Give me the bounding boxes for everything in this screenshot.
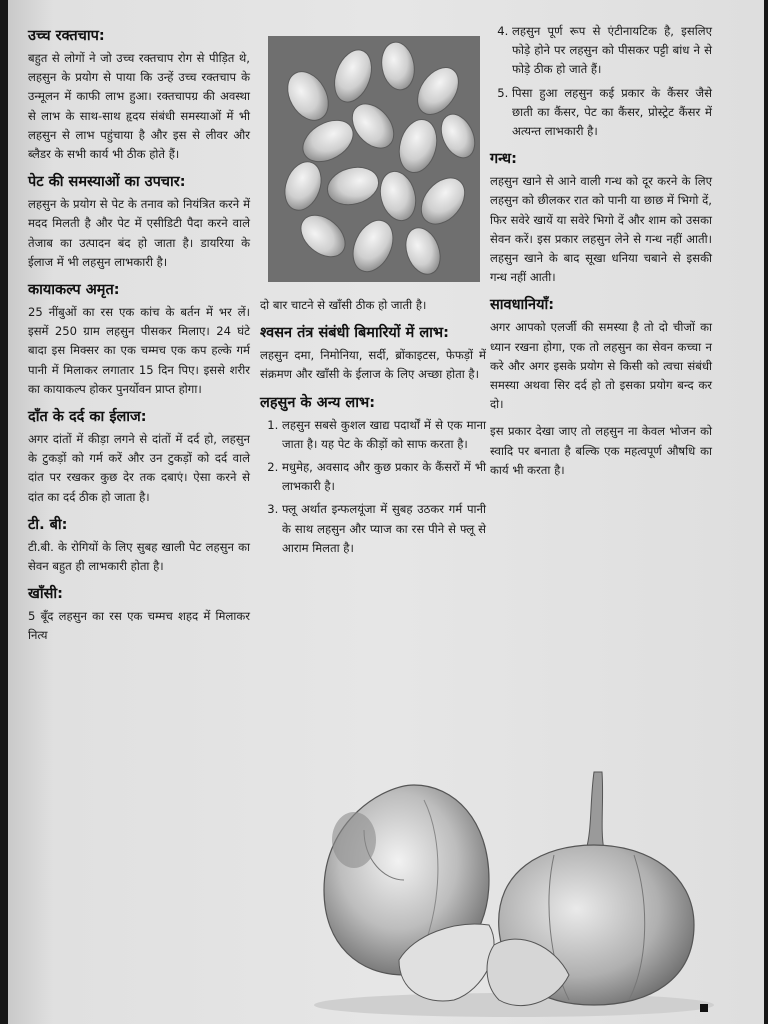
para-toothache: अगर दांतों में कीड़ा लगने से दांतों में दर्द हो, लहसुन के टुकड़ों को गर्म करें और उन टुकड़ों को दर्द वाले दांत पर रखकर कुछ देर तक दबाएं। ऐसा करने से दांत का दर्द ठीक हो जाता है। bbox=[28, 432, 250, 504]
list-other-benefits bbox=[260, 416, 486, 558]
para-conclusion: इस प्रकार देखा जाए तो लहसुन ना केवल भोजन को स्वादि पर बनाता है बल्कि एक महत्वपूर्ण औषधि का कार्य भी करता है। bbox=[490, 424, 712, 477]
para-precautions: अगर आपको एलर्जी की समस्या है तो दो चीजों का ध्यान रखना होगा, एक तो लहसुन का सेवन कच्चा न करे और अगर इसके प्रयोग से किसी को त्वचा संबंधी समस्या अथवा सिर दर्द हो तो इसका प्रयोग बन्द कर दो। bbox=[490, 320, 712, 412]
column-right bbox=[490, 22, 712, 488]
para-tb: टी.बी. के रोगियों के लिए सुबह खाली पेट लहसुन का सेवन बहुत ही लाभकारी होता है। bbox=[28, 539, 250, 574]
end-of-article-marker bbox=[700, 1004, 708, 1012]
para-odour: लहसुन खाने से आने वाली गन्ध को दूर करने के लिए लहसुन को छीलकर रात को पानी या छाछ में भिगो दें, फिर सवेरे खायें या सवेरे भिगो दें और शाम को उसका सेवन करें। इस प्रकार लहसुन लेने से गन्ध नहीं आती। लहसुन खाने के बाद सूखा धनिया चबाने से इसकी गन्ध नहीं आती। bbox=[490, 174, 712, 285]
para-stomach: लहसुन के प्रयोग से पेट के तनाव को नियंत्रित करने में मदद मिलती है और पेट में एसीडिटी पैदा करने वाले तेजाब का उत्पादन बंद हो जाता है। डायरिया के ईलाज में भी लहसुन लाभकारी है। bbox=[28, 197, 250, 269]
heading-respiratory: श्वसन तंत्र संबंधी बिमारियों में लाभ: bbox=[260, 325, 449, 342]
heading-cough: खाँसी: bbox=[28, 586, 63, 603]
para-high-bp: बहुत से लोगों ने जो उच्च रक्तचाप रोग से पीड़ित थे, लहसुन के प्रयोग से पाया कि उन्हें उच्च रक्तचाप के उन्मूलन में काफी लाभ हुआ। रक्तचापग्र की अवस्था से लाभ के साथ-साथ हृदय संबंधी समस्याओं में भी लहसुन से लाभ पहुंचाया है और इस से लीवर और ब्लैडर के सभी कार्य भी ठीक होते हैं। bbox=[28, 51, 250, 162]
heading-precautions: सावधानियाँ: bbox=[490, 297, 555, 314]
heading-high-bp: उच्च रक्तचाप: bbox=[28, 28, 105, 44]
list-other-benefits-cont bbox=[490, 22, 712, 141]
heading-stomach: पेट की समस्याओं का उपचार: bbox=[28, 174, 186, 191]
heading-toothache: दाँत के दर्द का ईलाज: bbox=[28, 409, 147, 426]
column-left bbox=[28, 22, 250, 654]
para-respiratory: लहसुन दमा, निमोनिया, सर्दी, ब्रोंकाइटस, फेफड़ों में संक्रमण और खाँसी के ईलाज के लिए अच्छा होता है। bbox=[260, 348, 486, 382]
para-cough-cont: दो बार चाटने से खाँसी ठीक हो जाती है। bbox=[260, 298, 427, 312]
garlic-cloves-photo bbox=[268, 36, 480, 282]
list-item: 1. लहसुन सबसे कुशल खाद्य पदार्थों में से एक माना जाता है। यह पेट के कीड़ों को साफ करता है। bbox=[282, 416, 486, 454]
list-item: 2. मधुमेह, अवसाद और कुछ प्रकार के कैंसरों में भी लाभकारी है। bbox=[282, 458, 486, 496]
column-middle bbox=[260, 296, 486, 566]
heading-odour: गन्ध: bbox=[490, 151, 517, 168]
para-cough: 5 बूँद लहसुन का रस एक चम्मच शहद में मिलाकर नित्य bbox=[28, 609, 250, 643]
heading-kayakalp: कायाकल्प अमृत: bbox=[28, 282, 120, 299]
heading-other-benefits: लहसुन के अन्य लाभ: bbox=[260, 394, 376, 411]
list-item: 3. फ्लू अर्थात इन्फलयूंजा में सुबह उठकर गर्म पानी के साथ लहसुन और प्याज का रस पीने से फ्लू से आराम मिलता है। bbox=[282, 500, 486, 558]
para-kayakalp: 25 नींबुओं का रस एक कांच के बर्तन में भर लें। इसमें 250 ग्राम लहसुन पीसकर मिलाए। 24 घंटे बादा इस मिक्सर का एक चम्मच एक कप हल्के गर्म पानी में मिलाकर लगातार 15 दिन पिए। इससे शरीर का कायाकल्प होकर पुनर्योवन प्राप्त होगा। bbox=[28, 305, 250, 396]
heading-tb: टी. बी: bbox=[28, 516, 68, 533]
list-item: 4. लहसुन पूर्ण रूप से एंटीनायटिक है, इसलिए फोड़े होने पर लहसुन को पीसकर पट्टी बांध ने से फोड़े ठीक हो जाते हैं। bbox=[512, 22, 712, 80]
magazine-page bbox=[8, 0, 764, 1024]
list-item: 5. पिसा हुआ लहसुन कई प्रकार के कैंसर जैसे छाती का कैंसर, पेट का कैंसर, प्रोस्ट्रेट कैंसर में अत्यन्त लाभकारी है। bbox=[512, 84, 712, 142]
garlic-bulbs-illustration bbox=[304, 760, 724, 1020]
